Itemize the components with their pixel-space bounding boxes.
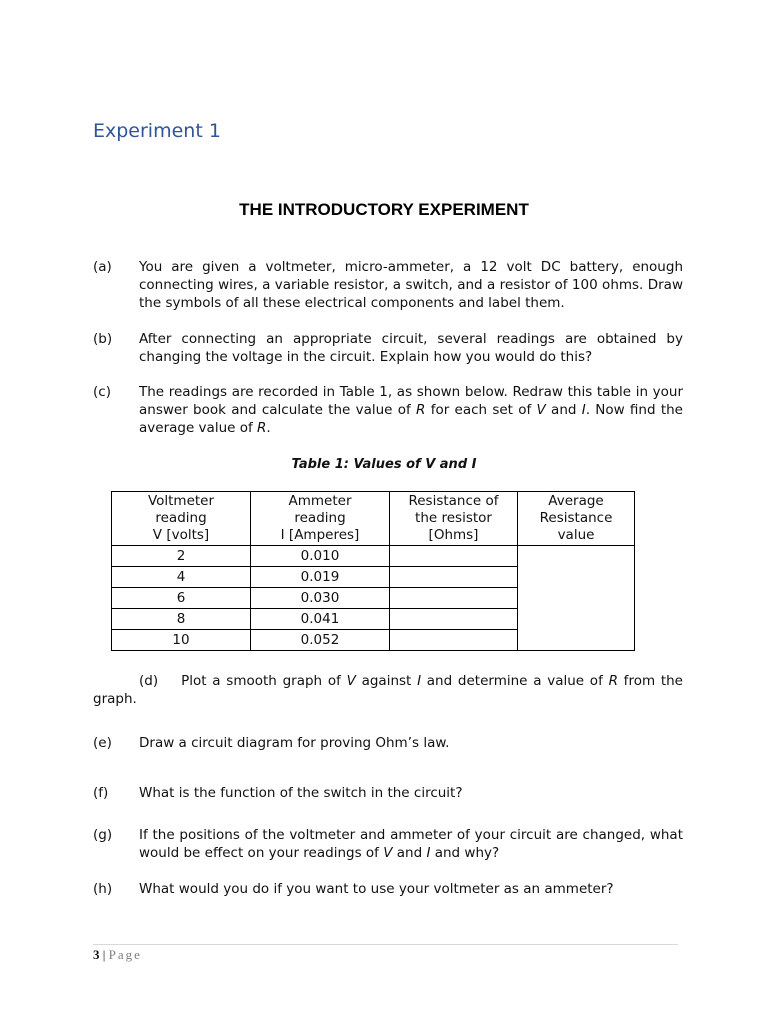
table-cell <box>390 588 518 609</box>
question-text: You are given a voltmeter, micro-ammeter, a 12 volt DC battery, enough connecting wires, a variable resistor, a switch, and a resistor of 100 ohms. Draw the symbols of all these electrical components and label them. <box>139 259 683 311</box>
table-cell <box>390 546 518 567</box>
table-cell: 4 <box>112 567 251 588</box>
question-label: (h) <box>93 881 113 897</box>
table-cell: 0.030 <box>251 588 390 609</box>
footer-divider <box>93 944 678 945</box>
experiment-heading: Experiment 1 <box>93 120 221 142</box>
question-label: (e) <box>93 735 112 751</box>
question-text: The readings are recorded in Table 1, as shown below. Redraw this table in your answer book and calculate the value of R for each set of V and I. Now find the average value of R. <box>139 384 683 436</box>
table-cell: 0.052 <box>251 630 390 651</box>
question-label: (d) <box>139 673 159 689</box>
table-cell-average <box>518 546 635 651</box>
question-c <box>93 383 683 437</box>
table-cell <box>390 567 518 588</box>
question-text: What is the function of the switch in the circuit? <box>139 785 463 801</box>
question-text: What would you do if you want to use your voltmeter as an ammeter? <box>139 881 614 897</box>
table-cell: 6 <box>112 588 251 609</box>
page-number: 3 <box>93 947 100 962</box>
footer-separator: | <box>99 947 109 962</box>
page-label: Page <box>108 947 142 962</box>
question-label: (a) <box>93 259 112 275</box>
question-a <box>93 258 683 312</box>
question-label: (g) <box>93 827 113 843</box>
question-f <box>93 784 683 802</box>
table-cell <box>390 609 518 630</box>
readings-table <box>111 491 635 651</box>
table-cell: 8 <box>112 609 251 630</box>
table-cell: 0.019 <box>251 567 390 588</box>
table-caption: Table 1: Values of V and I <box>291 457 477 472</box>
question-d <box>93 672 683 708</box>
question-h <box>93 880 683 898</box>
page-footer <box>93 947 142 963</box>
table-cell: 0.010 <box>251 546 390 567</box>
question-e <box>93 734 683 752</box>
table-row <box>112 546 635 567</box>
question-text: (d) Plot a smooth graph of V against I and determine a value of R from the graph. <box>93 673 683 707</box>
table-header: Resistance of the resistor [Ohms] <box>390 492 518 546</box>
question-text: If the positions of the voltmeter and ammeter of your circuit are changed, what would be effect on your readings of V and I and why? <box>139 827 683 861</box>
table-header: Ammeter reading I [Amperes] <box>251 492 390 546</box>
table-header-row <box>112 492 635 546</box>
table-cell <box>390 630 518 651</box>
page-title: THE INTRODUCTORY EXPERIMENT <box>239 200 529 219</box>
question-text: After connecting an appropriate circuit, several readings are obtained by changing the voltage in the circuit. Explain how you would do this? <box>139 331 683 365</box>
question-label: (b) <box>93 331 113 347</box>
question-g <box>93 826 683 862</box>
table-header: Voltmeter reading V [volts] <box>112 492 251 546</box>
question-text: Draw a circuit diagram for proving Ohm’s law. <box>139 735 450 751</box>
question-label: (f) <box>93 785 109 801</box>
table-header: Average Resistance value <box>518 492 635 546</box>
table-cell: 2 <box>112 546 251 567</box>
table-cell: 10 <box>112 630 251 651</box>
question-b <box>93 330 683 366</box>
question-label: (c) <box>93 384 111 400</box>
table-cell: 0.041 <box>251 609 390 630</box>
